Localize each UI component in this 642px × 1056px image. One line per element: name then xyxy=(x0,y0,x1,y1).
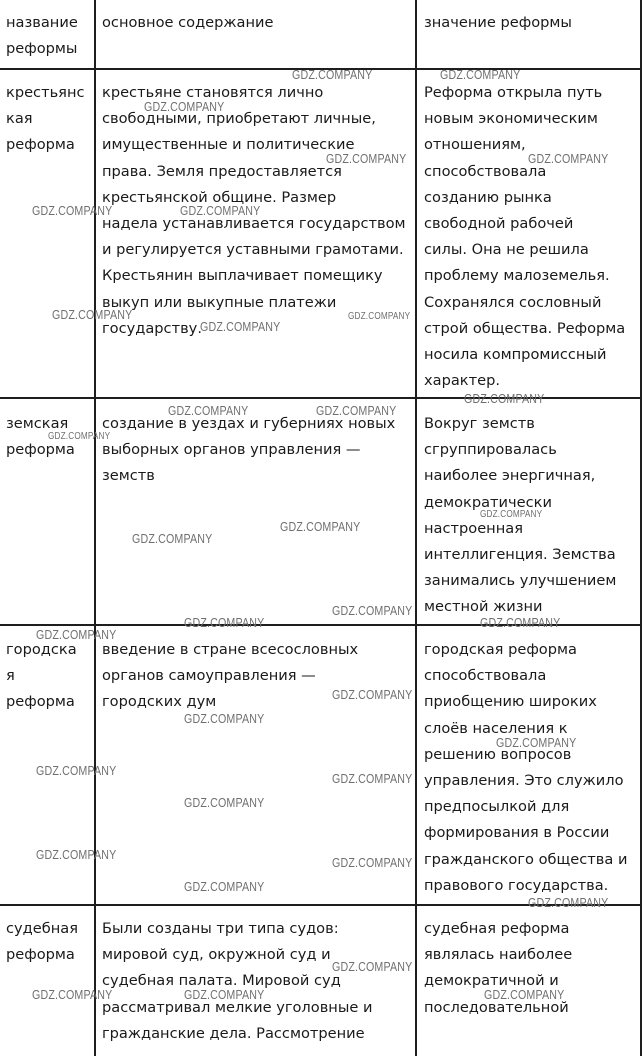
watermark: GDZ.COMPANY xyxy=(180,203,261,218)
reform-content-judicial: Были созданы три типа судов: мировой суд, окружной суд и судебная палата. Мировой суд рассматривал мелкие уголовные и гражданские дела. Рассмотрение xyxy=(102,920,373,1042)
watermark: GDZ.COMPANY xyxy=(36,847,117,862)
watermark: GDZ.COMPANY xyxy=(184,615,265,630)
watermark: GDZ.COMPANY xyxy=(36,763,117,778)
watermark: GDZ.COMPANY xyxy=(480,615,561,630)
watermark: GDZ.COMPANY xyxy=(52,307,133,322)
reform-name-city: городска я реформа xyxy=(6,641,77,711)
reform-name-zemstvo: земская реформа xyxy=(6,415,75,459)
reform-name-peasant: крестьянс кая реформа xyxy=(6,84,85,154)
watermark: GDZ.COMPANY xyxy=(168,403,249,418)
watermark: GDZ.COMPANY xyxy=(280,519,361,534)
header-content-column: основное содержание xyxy=(102,14,274,31)
reform-meaning-city: городская реформа способствовала приобщению широких слоёв населения к решению вопросов управления. Это служило предпосылкой для формирования в России гражданского общества и правового государства. xyxy=(424,641,628,894)
watermark: GDZ.COMPANY xyxy=(36,627,117,642)
watermark: GDZ.COMPANY xyxy=(48,431,111,442)
reform-meaning-peasant: Реформа открыла путь новым экономическим отношениям, способствовала созданию рынка свободной рабочей силы. Она не решила проблему малоземелья. Сохранялся сословный строй общества. Реформа носила компромиссный характер. xyxy=(424,84,626,390)
watermark: GDZ.COMPANY xyxy=(332,603,413,618)
watermark: GDZ.COMPANY xyxy=(332,687,413,702)
watermark: GDZ.COMPANY xyxy=(144,99,225,114)
watermark: GDZ.COMPANY xyxy=(496,735,577,750)
column-divider xyxy=(94,0,96,1056)
reform-content-city: введение в стране всесословных органов самоуправления — городских дум xyxy=(102,641,359,711)
watermark: GDZ.COMPANY xyxy=(528,151,609,166)
watermark: GDZ.COMPANY xyxy=(184,711,265,726)
watermark: GDZ.COMPANY xyxy=(332,959,413,974)
watermark: GDZ.COMPANY xyxy=(184,879,265,894)
watermark: GDZ.COMPANY xyxy=(484,987,565,1002)
reform-name-judicial: судебная реформа xyxy=(6,920,78,964)
watermark: GDZ.COMPANY xyxy=(528,895,609,910)
header-meaning-column: значение реформы xyxy=(424,14,572,31)
watermark: GDZ.COMPANY xyxy=(184,795,265,810)
watermark: GDZ.COMPANY xyxy=(440,67,521,82)
reform-meaning-judicial: судебная реформа являлась наиболее демократичной и последовательной xyxy=(424,920,573,1016)
header-name-column: название реформы xyxy=(6,14,78,58)
watermark: GDZ.COMPANY xyxy=(464,391,545,406)
watermark: GDZ.COMPANY xyxy=(316,403,397,418)
watermark: GDZ.COMPANY xyxy=(32,987,113,1002)
watermark: GDZ.COMPANY xyxy=(348,311,411,322)
watermark: GDZ.COMPANY xyxy=(332,771,413,786)
row-divider xyxy=(0,397,642,399)
watermark: GDZ.COMPANY xyxy=(480,509,543,520)
reform-meaning-zemstvo: Вокруг земств сгруппировалась наиболее энергичная, демократически настроенная интеллигенция. Земства занимались улучшением местной жизни xyxy=(424,415,617,616)
watermark: GDZ.COMPANY xyxy=(200,319,281,334)
watermark: GDZ.COMPANY xyxy=(184,987,265,1002)
watermark: GDZ.COMPANY xyxy=(32,203,113,218)
reform-content-zemstvo: создание в уездах и губерниях новых выборных органов управления — земств xyxy=(102,415,396,485)
watermark: GDZ.COMPANY xyxy=(132,531,213,546)
watermark: GDZ.COMPANY xyxy=(326,151,407,166)
watermark: GDZ.COMPANY xyxy=(332,855,413,870)
watermark: GDZ.COMPANY xyxy=(292,67,373,82)
reform-content-peasant: крестьяне становятся лично свободными, приобретают личные, имущественные и политические права. Земля предоставляется крестьянской общине. Размер надела устанавливается государством и регулируется уставными грамотами. Крестьянин выплачивает помещику выкуп или выкупные платежи государству. xyxy=(102,84,406,337)
column-divider xyxy=(415,0,417,1056)
